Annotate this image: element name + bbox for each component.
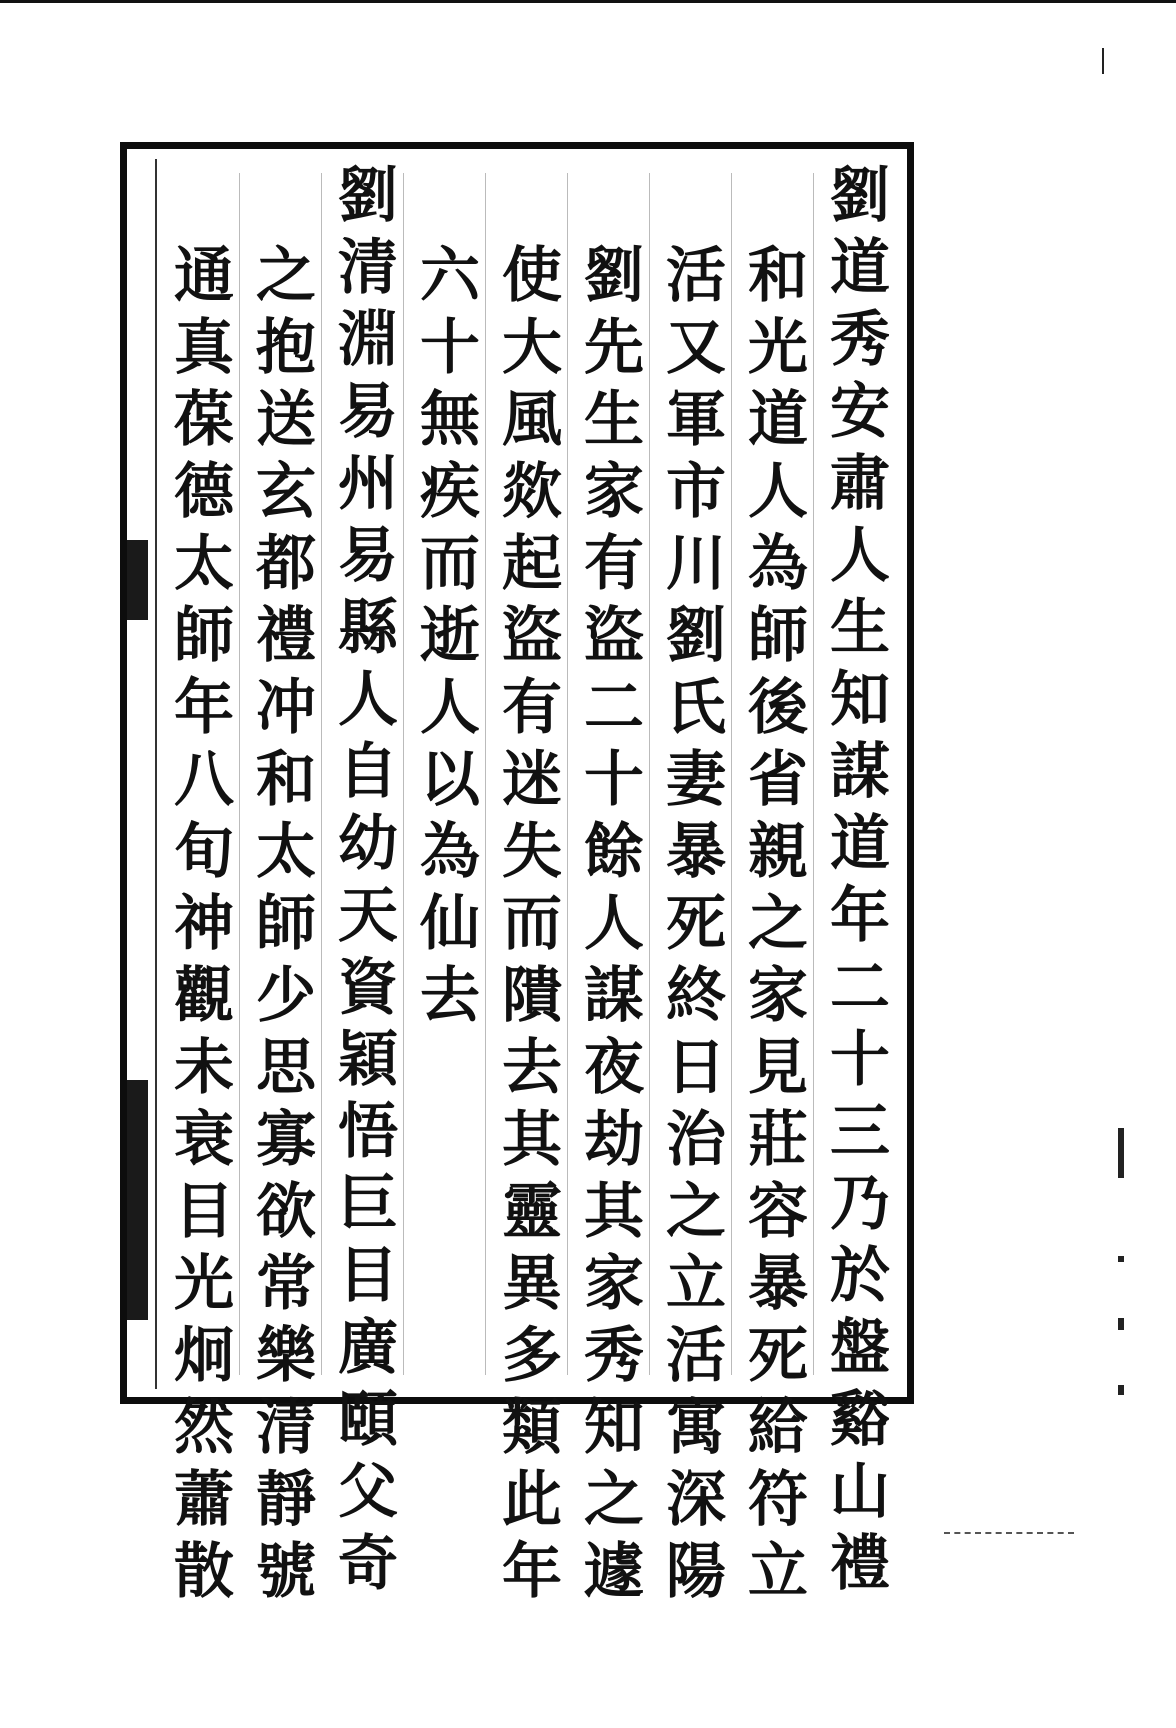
bottom-dash-mark <box>944 1532 1074 1534</box>
column-rule <box>239 173 240 1375</box>
margin-tick-mark <box>1102 48 1104 74</box>
text-column-2: 和光道人為師後省親之家見莊容暴死給符立 <box>738 243 808 1611</box>
margin-mark-2 <box>1118 1256 1124 1262</box>
text-column-3: 活又軍市川劉氏妻暴死終日治之立活寓深陽 <box>656 243 726 1611</box>
text-column-8: 之抱送玄都禮冲和太師少思寡欲常樂清靜號 <box>246 243 316 1611</box>
text-column-4: 劉先生家有盜二十餘人謀夜劫其家秀知之遽 <box>574 243 644 1611</box>
column-rule <box>321 173 322 1375</box>
inner-frame <box>155 159 901 1611</box>
text-column-5: 使大風欻起盜有迷失而隤去其靈異多類此年 <box>492 243 562 1611</box>
margin-mark-1 <box>1118 1128 1124 1178</box>
column-rule <box>649 173 650 1375</box>
column-rule <box>485 173 486 1375</box>
text-frame <box>120 142 914 1611</box>
top-edge-rule <box>0 0 1176 3</box>
column-rule <box>813 173 814 1375</box>
text-column-7: 劉清淵易州易縣人自幼天資穎悟巨目廣頤父奇 <box>328 163 398 1603</box>
text-column-6: 六十無疾而逝人以為仙去 <box>410 243 480 1035</box>
margin-mark-3 <box>1118 1318 1124 1330</box>
column-rule <box>403 173 404 1375</box>
column-rule <box>567 173 568 1375</box>
column-rule <box>731 173 732 1375</box>
margin-mark-4 <box>1118 1385 1124 1395</box>
text-column-1: 劉道秀安肅人生知謀道年二十三乃於盤谿山禮 <box>820 163 890 1603</box>
text-column-9: 通真葆德太師年八旬神觀未衰目光炯然蕭散 <box>164 243 234 1611</box>
